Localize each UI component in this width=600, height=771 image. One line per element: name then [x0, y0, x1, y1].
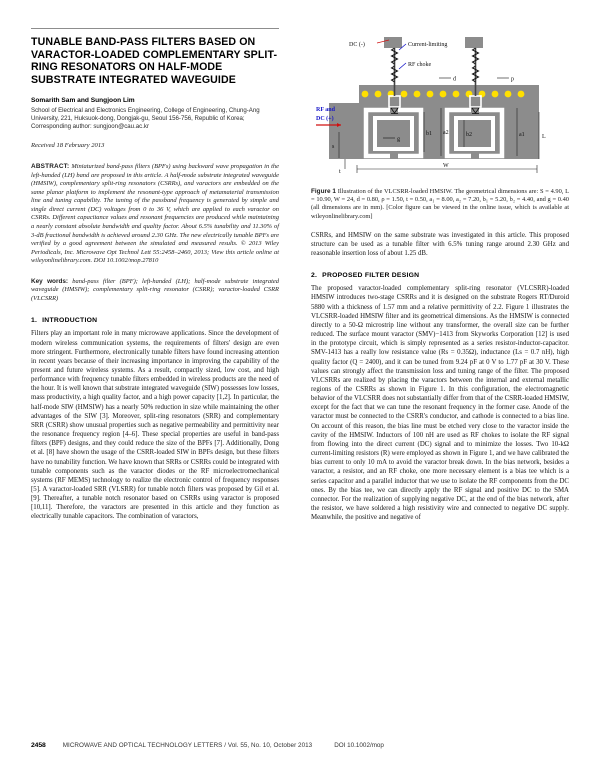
footer-journal-info: MICROWAVE AND OPTICAL TECHNOLOGY LETTERS / Vol. 55, No. 10, October 2013: [62, 742, 313, 749]
footer-page-number: 2458: [31, 742, 46, 749]
abstract-text: Miniaturized band-pass filters (BPFs) using backward wave propagation in the left-handed (LH) band are proposed in this article. A half-mode substrate integrated waveguide (HMSIW), complementary split-ring resonators (CSRRs), and varactors are embedded on the same planar platform to implement the resonant-type approach of metamaterial transmission line and tuning capability. The tuning of the passband frequency is generated by simple and single direct current (DC) voltages from 0 to 36 V, which are applied to each varactor on CSRRs. Different capacitance values and resonant frequencies are produced while maintaining a nearly constant absolute bandwidth and quality factor. About 6.5% tunability and 11.30% of 3-dB fractional bandwidth is achieved around 2.30 GHz. The new electrically tunable BPFs are verified by a good agreement between the simulated and measured results. © 2013 Wiley Periodicals, Inc. Microwave Opt Technol Lett 55:2458–2460, 2013; View this article online at wileyonlinelibrary.com. DOI 10.1002/mop.27810: [31, 163, 279, 265]
vlcsrr-hmsiw-schematic: [311, 28, 569, 180]
label-dim-p: p: [511, 76, 514, 83]
label-dim-b1: b1: [426, 131, 432, 137]
label-dim-a2: a2: [443, 130, 449, 136]
page-title: TUNABLE BAND-PASS FILTERS BASED ON VARACTOR-LOADED COMPLEMENTARY SPLIT-RING RESONATORS ON HALF-MODE SUBSTRATE INTEGRATED WAVEGUIDE: [31, 36, 278, 86]
microstrip-feed-left: [329, 122, 351, 132]
label-dim-d: d: [453, 76, 456, 83]
author-list: Somarith Sam and Sungjoon Lim: [31, 97, 135, 105]
title-rule: [31, 28, 279, 29]
section-title-2: PROPOSED FILTER DESIGN: [322, 272, 420, 280]
figure-caption-text: Illustration of the VLCSRR-loaded HMSIW. The geometrical dimensions are: S = 4.90, L = 10.90, W = 24, d = 0.80, ρ = 1.50, t = 0.50, a₁ = 8.00, a₂ = 7.20, b₁ = 5.20, b₂ = 4.40, and g = 0.40 (all dimensions are in mm). [Color figure can be viewed in the online issue, which is available at wileyonlinelibrary.com]: [311, 188, 569, 220]
abstract-label: ABSTRACT:: [31, 163, 70, 171]
label-dim-s: s: [332, 144, 335, 150]
abstract: [31, 163, 279, 266]
figure-1: [311, 28, 569, 221]
received-date: Received 18 February 2013: [31, 142, 105, 150]
introduction-continued-paragraph: CSRRs, and HMSIW on the same substrate was investigated in this article. This proposed structure can be used as a tunable filter with 6.5% tuning range around 2.30 GHz and reasonable insertion loss of about 1.25 dB.: [311, 231, 569, 258]
label-dim-a1: a1: [519, 132, 525, 138]
label-rf-choke: RF choke: [408, 62, 432, 68]
left-column: [31, 28, 279, 522]
label-dc-positive: DC (+): [316, 116, 334, 122]
section-title: INTRODUCTION: [42, 317, 98, 325]
section-heading-introduction: [31, 317, 279, 324]
label-rf-and: RF and: [316, 107, 335, 113]
label-dim-g: g: [397, 136, 400, 143]
figure-1-image: [311, 28, 569, 180]
section-number: 1.: [31, 317, 38, 325]
keywords-text: band-pass filter (BPF); left-handed (LH); half-mode substrate integrated waveguide (HMSIW); complementary split-ring resonator (CSRR); varactor-loaded CSRR (VLCSRR): [31, 277, 280, 302]
introduction-paragraph: Filters play an important role in many microwave applications. Since the development of modern wireless communication systems, the requirements of filters' design are even more stringent. Furthermore, electronically tunable filters have found increasing attention in recent years because of their increasing importance in improving the capability of the present and future wireless systems. As a result, compactly sized, low cost, and high performance with frequency tunable filters embedded in wireless products are the need of the hour. It is well known that substrate integrated waveguide (SIW) possesses low losses, mass productivity, a high quality factor, and a high power capacity [1,2]. In particular, the half-mode SIW (HMSIW) has a nearly 50% reduction in size while maintaining the other advantages of the SIW [3]. Moreover, split-ring resonators (SRR) and complementary SRR (CSRR) show unusual properties such as negative permeability and permittivity near the resonance frequency region [4–6]. These special properties are useful in band-pass filters (BPF) designs, and they could reduce the size of the BPFs [7]. Additionally, Dong et al. [8] have shown the usage of the CSRR-loaded SIW in BPFs design, but these filters have no tunability function. We have known that SRRs or CSRRs could be integrated with tunable components such as the varactor diodes or the RF microelectromechanical systems (RF MEMS) technology to realize the electronic control of frequency responses [5]. A varactor-loaded SRR (VLSRR) for tunable notch filters was proposed by Gil et al. [9]. Thereafter, a tunable notch resonator based on CSRRs using varactor is proposed [10,11]. Therefore, the varactors are presented in this article and they function as electrically tunable capacitors. The combination of varactors,: [31, 330, 279, 521]
label-dim-L: L: [542, 134, 546, 140]
keywords-label: Key words:: [31, 277, 69, 285]
keywords: [31, 278, 279, 304]
label-dc-negative: DC (-): [349, 42, 365, 48]
label-dim-t: t: [339, 169, 341, 175]
right-column: [311, 28, 569, 522]
section-number-2: 2.: [311, 272, 318, 280]
label-current-limiting: Current-limiting: [408, 42, 448, 48]
rf-choke-leader: [399, 63, 406, 69]
section-heading-proposed-filter-design: [311, 272, 569, 279]
figure-1-caption: [311, 188, 569, 221]
dc-pad-1: [384, 37, 402, 48]
design-paragraph: The proposed varactor-loaded complementary split-ring resonator (VLCSRR)-loaded HMSIW introduces two-stage CSRRs and it is designed on the substrate Rogers RT/Duroid 5880 with a thickness of 1.57 mm and a relative permittivity of 2.2. Figure 1 illustrates the VLCSRR-loaded HMSIW filter and its geometrical dimensions. As the HMSIW is connected directly to a 50-Ω microstrip line without any transformer, the overall size can be further reduced. The surface mount varactor (SMV)−1413 from Skyworks Corporation [12] is used in the prototype circuit, which is simply represented as a series resistor-inductor-capacitor. SMV-1413 has a really low resistance value (Rs = 0.35Ω), inductance (Ls = 0.7 nH), high quality factor (Q = 2400), and it can be tuned from 9.24 pF at 0 V to 1.77 pF at 30 V. These values can strongly affect the transmission loss and tuning range of the filter. The proposed VLCSRRs are realized by placing the varactors between the internal and external metallic regions of the CSRRs as shown in Figure 1. In this configuration, the electromagnetic behavior of the VLCSRR does not substantially differ from that of the CSRR-loaded HMSIW, except for the fact that we can tune the resonant frequency in the former case. Anode of the varactor must be connected to the CSRR's conductor, and cathode is connected to a bias line. On account of this reason, the bias line must be etched very close to the varactor inside the cavity of the HMSIW. Inductors of 100 nH are used as RF chokes to isolate the RF signal from flowing into the direct current (DC) signal and to minimize the losses. Two 10-kΩ current-limiting resistors (R) were employed as shown in Figure 1, and we have calibrated the bias current to only 10 mA to avoid the varactor break down. In the bias network, besides a varactor, a resistor, and an RF choke, one more necessary element is a bias tee which is a series capacitor and a parallel inductor that we use to isolate the RF components from the DC ones. By the bias tee, we can directly apply the RF signal and positive DC to the SMA connector. For the realization of supplying negative DC, at the end of the bias network, after the resistor, we have soldered a high resistivity wire and connected to negative DC supply. Meanwhile, the positive and negative of: [311, 285, 570, 522]
page-footer: [31, 742, 576, 749]
label-dim-W: W: [443, 163, 449, 169]
figure-label: Figure 1: [311, 188, 336, 195]
footer-doi: DOI 10.1002/mop: [334, 742, 384, 749]
dc-pad-2: [465, 37, 483, 48]
label-dim-b2: b2: [466, 132, 472, 138]
author-affiliation: School of Electrical and Electronics Engineering, College of Engineering, Chung-Ang University, 221, Huksuok-dong, Dongjak-gu, Seoul 156-756, Republic of Korea; Corresponding author: sungjoon@cau.ac.kr: [31, 107, 260, 130]
hmsiw-top-metal: [359, 85, 539, 103]
